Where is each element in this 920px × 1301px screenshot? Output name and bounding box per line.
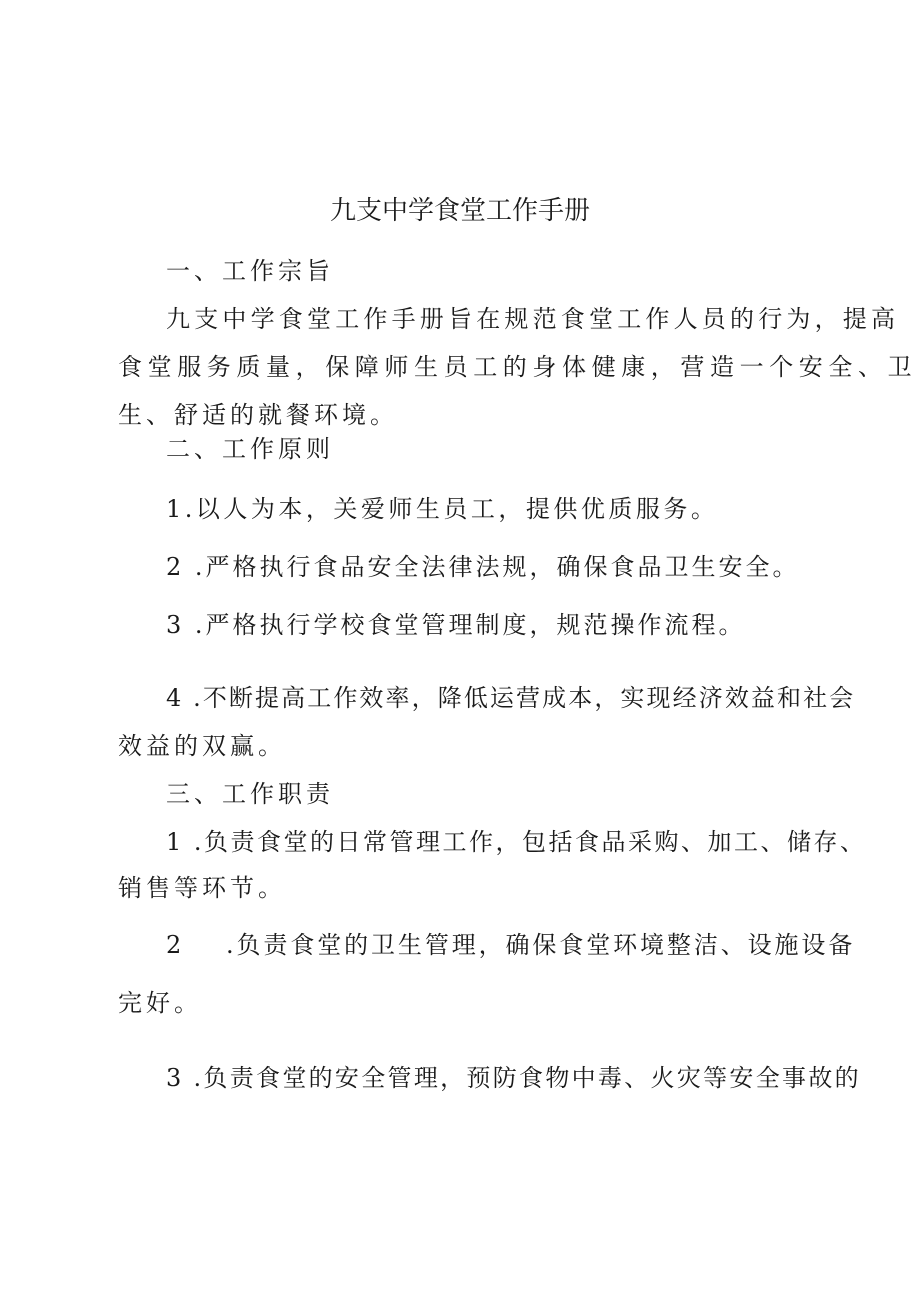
list-item: 2 .严格执行食品安全法律法规，确保食品卫生安全。 — [166, 553, 800, 581]
paragraph-line: 生、舒适的就餐环境。 — [118, 401, 398, 429]
list-item: 1.以人为本，关爱师生员工，提供优质服务。 — [166, 495, 719, 523]
list-item-continuation: 完好。 — [118, 989, 202, 1017]
section-heading-principles: 二、工作原则 — [166, 435, 334, 463]
list-item: 1 .负责食堂的日常管理工作，包括食品采购、加工、储存、 — [166, 828, 867, 856]
list-item-number: 2 — [166, 931, 186, 959]
paragraph-line: 九支中学食堂工作手册旨在规范食堂工作人员的行为，提高 — [166, 305, 900, 333]
list-item: 3 .负责食堂的安全管理，预防食物中毒、火灾等安全事故的 — [166, 1064, 861, 1092]
list-item-continuation: 效益的双赢。 — [118, 732, 286, 760]
section-heading-purpose: 一、工作宗旨 — [166, 257, 334, 285]
document-title: 九支中学食堂工作手册 — [329, 196, 590, 226]
list-item: 3 .严格执行学校食堂管理制度，规范操作流程。 — [166, 611, 746, 639]
list-item: .负责食堂的卫生管理，确保食堂环境整洁、设施设备 — [226, 931, 856, 959]
list-item-continuation: 销售等环节。 — [118, 874, 286, 902]
list-item: 4 .不断提高工作效率，降低运营成本，实现经济效益和社会 — [166, 684, 856, 712]
paragraph-line: 食堂服务质量，保障师生员工的身体健康，营造一个安全、卫 — [118, 353, 918, 381]
section-heading-responsibilities: 三、工作职责 — [166, 780, 334, 808]
